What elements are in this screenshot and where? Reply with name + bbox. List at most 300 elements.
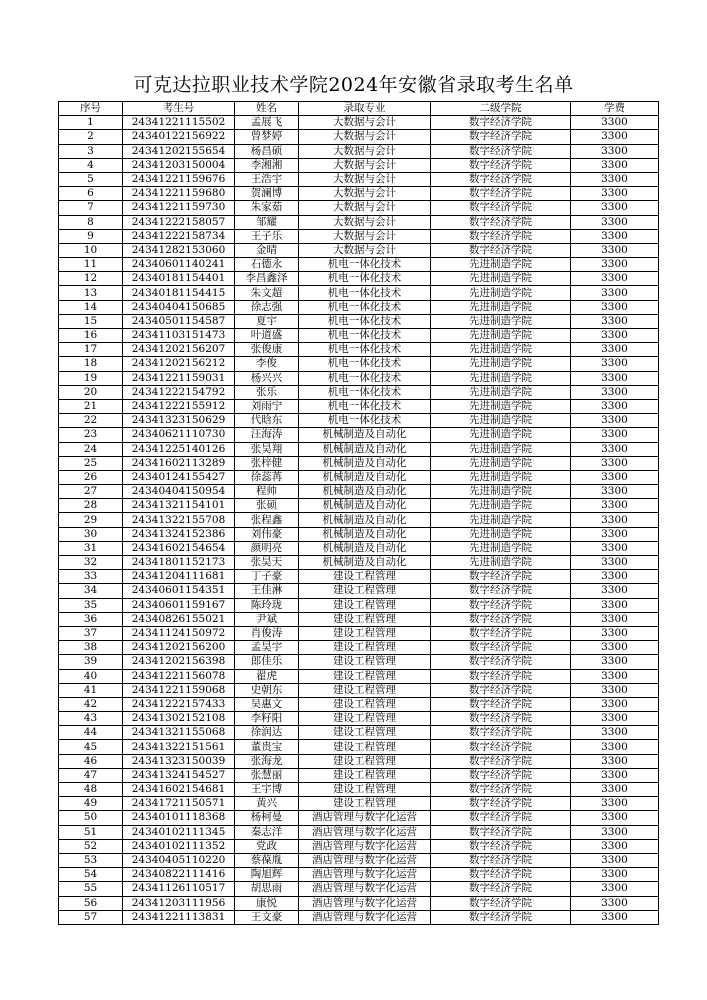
table-row	[59, 201, 659, 215]
cell-college: 先进制造学院	[431, 343, 571, 357]
cell-serial-number: 13	[59, 286, 123, 300]
cell-tuition: 3300	[571, 797, 659, 811]
table-row	[59, 783, 659, 797]
cell-candidate-id: 24341302152108	[123, 712, 235, 726]
cell-candidate-id: 24341126110517	[123, 882, 235, 896]
cell-major: 机械制造及自动化	[299, 556, 431, 570]
table-row	[59, 825, 659, 839]
cell-candidate-id: 24341221159730	[123, 201, 235, 215]
cell-serial-number: 53	[59, 853, 123, 867]
cell-college: 先进制造学院	[431, 527, 571, 541]
cell-major: 机电一体化技术	[299, 286, 431, 300]
table-row	[59, 300, 659, 314]
cell-college: 数字经济学院	[431, 570, 571, 584]
cell-name: 王宇博	[235, 783, 299, 797]
cell-college: 数字经济学院	[431, 712, 571, 726]
cell-major: 机电一体化技术	[299, 300, 431, 314]
cell-major: 大数据与会计	[299, 116, 431, 130]
table-row	[59, 286, 659, 300]
cell-major: 大数据与会计	[299, 187, 431, 201]
cell-serial-number: 43	[59, 712, 123, 726]
cell-name: 李湘湘	[235, 158, 299, 172]
table-row	[59, 385, 659, 399]
cell-major: 机械制造及自动化	[299, 470, 431, 484]
cell-candidate-id: 24341103151473	[123, 329, 235, 343]
cell-tuition: 3300	[571, 499, 659, 513]
cell-tuition: 3300	[571, 399, 659, 413]
cell-college: 数字经济学院	[431, 116, 571, 130]
cell-college: 先进制造学院	[431, 456, 571, 470]
cell-candidate-id: 24341322155708	[123, 513, 235, 527]
cell-college: 数字经济学院	[431, 215, 571, 229]
cell-college: 数字经济学院	[431, 754, 571, 768]
cell-candidate-id: 24341222158734	[123, 229, 235, 243]
cell-name: 董贵宝	[235, 740, 299, 754]
table-row	[59, 768, 659, 782]
cell-major: 建设工程管理	[299, 612, 431, 626]
cell-major: 机械制造及自动化	[299, 513, 431, 527]
cell-major: 机电一体化技术	[299, 343, 431, 357]
cell-college: 数字经济学院	[431, 896, 571, 910]
cell-college: 先进制造学院	[431, 286, 571, 300]
cell-serial-number: 52	[59, 839, 123, 853]
cell-college: 数字经济学院	[431, 626, 571, 640]
cell-major: 大数据与会计	[299, 201, 431, 215]
cell-major: 建设工程管理	[299, 570, 431, 584]
cell-tuition: 3300	[571, 726, 659, 740]
cell-college: 数字经济学院	[431, 783, 571, 797]
cell-serial-number: 10	[59, 243, 123, 257]
cell-tuition: 3300	[571, 385, 659, 399]
cell-name: 党政	[235, 839, 299, 853]
cell-tuition: 3300	[571, 201, 659, 215]
table-row	[59, 456, 659, 470]
table-row	[59, 513, 659, 527]
cell-name: 张俊康	[235, 343, 299, 357]
cell-serial-number: 15	[59, 314, 123, 328]
cell-serial-number: 32	[59, 556, 123, 570]
table-row	[59, 726, 659, 740]
cell-serial-number: 17	[59, 343, 123, 357]
cell-name: 刘雨宁	[235, 399, 299, 413]
cell-major: 建设工程管理	[299, 797, 431, 811]
cell-candidate-id: 24341721150571	[123, 797, 235, 811]
cell-name: 秦志洋	[235, 825, 299, 839]
cell-serial-number: 48	[59, 783, 123, 797]
cell-college: 数字经济学院	[431, 768, 571, 782]
cell-name: 王佳淋	[235, 584, 299, 598]
cell-serial-number: 16	[59, 329, 123, 343]
cell-major: 大数据与会计	[299, 130, 431, 144]
cell-candidate-id: 24341323150039	[123, 754, 235, 768]
table-row	[59, 882, 659, 896]
cell-college: 数字经济学院	[431, 868, 571, 882]
cell-candidate-id: 24341204111681	[123, 570, 235, 584]
cell-serial-number: 12	[59, 272, 123, 286]
table-row	[59, 655, 659, 669]
cell-candidate-id: 24341321155068	[123, 726, 235, 740]
cell-serial-number: 25	[59, 456, 123, 470]
cell-name: 徐蕊苒	[235, 470, 299, 484]
cell-serial-number: 57	[59, 910, 123, 924]
cell-name: 代晗东	[235, 414, 299, 428]
cell-serial-number: 36	[59, 612, 123, 626]
cell-college: 先进制造学院	[431, 499, 571, 513]
cell-serial-number: 14	[59, 300, 123, 314]
cell-candidate-id: 24341222154792	[123, 385, 235, 399]
cell-college: 先进制造学院	[431, 357, 571, 371]
cell-serial-number: 31	[59, 541, 123, 555]
table-row	[59, 683, 659, 697]
cell-college: 先进制造学院	[431, 541, 571, 555]
cell-college: 数字经济学院	[431, 598, 571, 612]
table-row	[59, 754, 659, 768]
cell-tuition: 3300	[571, 130, 659, 144]
cell-major: 机械制造及自动化	[299, 456, 431, 470]
cell-candidate-id: 24341221159680	[123, 187, 235, 201]
table-row	[59, 556, 659, 570]
cell-candidate-id: 24341221115502	[123, 116, 235, 130]
cell-tuition: 3300	[571, 116, 659, 130]
cell-name: 杨柯曼	[235, 811, 299, 825]
cell-college: 数字经济学院	[431, 910, 571, 924]
cell-serial-number: 7	[59, 201, 123, 215]
cell-major: 大数据与会计	[299, 172, 431, 186]
cell-major: 酒店管理与数字化运营	[299, 910, 431, 924]
cell-serial-number: 50	[59, 811, 123, 825]
cell-name: 王子乐	[235, 229, 299, 243]
table-row	[59, 215, 659, 229]
cell-tuition: 3300	[571, 825, 659, 839]
cell-college: 数字经济学院	[431, 584, 571, 598]
table-row	[59, 158, 659, 172]
cell-candidate-id: 24340601159167	[123, 598, 235, 612]
table-row	[59, 811, 659, 825]
cell-major: 大数据与会计	[299, 144, 431, 158]
cell-candidate-id: 24341324154527	[123, 768, 235, 782]
cell-college: 先进制造学院	[431, 470, 571, 484]
cell-tuition: 3300	[571, 584, 659, 598]
table-row	[59, 399, 659, 413]
cell-serial-number: 46	[59, 754, 123, 768]
cell-major: 大数据与会计	[299, 229, 431, 243]
cell-candidate-id: 24341602154681	[123, 783, 235, 797]
cell-name: 程帅	[235, 485, 299, 499]
table-row	[59, 329, 659, 343]
cell-candidate-id: 24340122156922	[123, 130, 235, 144]
cell-college: 数字经济学院	[431, 726, 571, 740]
cell-name: 朱文超	[235, 286, 299, 300]
table-row	[59, 485, 659, 499]
cell-tuition: 3300	[571, 740, 659, 754]
cell-serial-number: 37	[59, 626, 123, 640]
cell-serial-number: 35	[59, 598, 123, 612]
cell-name: 孟昊宇	[235, 641, 299, 655]
cell-serial-number: 4	[59, 158, 123, 172]
cell-tuition: 3300	[571, 598, 659, 612]
cell-candidate-id: 24341602113289	[123, 456, 235, 470]
cell-serial-number: 8	[59, 215, 123, 229]
table-row	[59, 896, 659, 910]
cell-major: 机电一体化技术	[299, 385, 431, 399]
table-row	[59, 272, 659, 286]
header-tuition: 学费	[571, 102, 659, 116]
cell-college: 数字经济学院	[431, 612, 571, 626]
cell-college: 数字经济学院	[431, 187, 571, 201]
cell-college: 数字经济学院	[431, 201, 571, 215]
cell-name: 张慧丽	[235, 768, 299, 782]
cell-major: 建设工程管理	[299, 768, 431, 782]
cell-major: 建设工程管理	[299, 626, 431, 640]
cell-tuition: 3300	[571, 910, 659, 924]
cell-candidate-id: 24341202155654	[123, 144, 235, 158]
cell-candidate-id: 24340181154415	[123, 286, 235, 300]
cell-college: 数字经济学院	[431, 882, 571, 896]
cell-college: 数字经济学院	[431, 839, 571, 853]
cell-college: 先进制造学院	[431, 329, 571, 343]
cell-serial-number: 55	[59, 882, 123, 896]
cell-name: 胡思雨	[235, 882, 299, 896]
cell-tuition: 3300	[571, 485, 659, 499]
cell-major: 机电一体化技术	[299, 357, 431, 371]
cell-tuition: 3300	[571, 541, 659, 555]
cell-serial-number: 21	[59, 399, 123, 413]
cell-major: 建设工程管理	[299, 669, 431, 683]
cell-college: 数字经济学院	[431, 683, 571, 697]
cell-tuition: 3300	[571, 158, 659, 172]
cell-candidate-id: 24341202156212	[123, 357, 235, 371]
cell-candidate-id: 24341221159068	[123, 683, 235, 697]
cell-name: 李俊	[235, 357, 299, 371]
cell-name: 王文豪	[235, 910, 299, 924]
cell-candidate-id: 24340822111416	[123, 868, 235, 882]
cell-serial-number: 38	[59, 641, 123, 655]
cell-college: 数字经济学院	[431, 811, 571, 825]
cell-tuition: 3300	[571, 853, 659, 867]
table-row	[59, 712, 659, 726]
cell-serial-number: 54	[59, 868, 123, 882]
cell-name: 郎佳乐	[235, 655, 299, 669]
cell-name: 史朝东	[235, 683, 299, 697]
cell-tuition: 3300	[571, 286, 659, 300]
header-candidate-id: 考生号	[123, 102, 235, 116]
cell-candidate-id: 24340102111345	[123, 825, 235, 839]
table-row	[59, 187, 659, 201]
cell-candidate-id: 24340601154351	[123, 584, 235, 598]
cell-name: 丁子豪	[235, 570, 299, 584]
cell-college: 数字经济学院	[431, 172, 571, 186]
cell-serial-number: 33	[59, 570, 123, 584]
cell-serial-number: 18	[59, 357, 123, 371]
cell-college: 先进制造学院	[431, 442, 571, 456]
cell-major: 酒店管理与数字化运营	[299, 868, 431, 882]
table-row	[59, 499, 659, 513]
table-row	[59, 598, 659, 612]
cell-candidate-id: 24341203150004	[123, 158, 235, 172]
cell-college: 先进制造学院	[431, 272, 571, 286]
cell-candidate-id: 24340826155021	[123, 612, 235, 626]
cell-tuition: 3300	[571, 357, 659, 371]
cell-serial-number: 26	[59, 470, 123, 484]
cell-college: 先进制造学院	[431, 258, 571, 272]
cell-college: 数字经济学院	[431, 144, 571, 158]
cell-college: 数字经济学院	[431, 797, 571, 811]
cell-serial-number: 39	[59, 655, 123, 669]
cell-tuition: 3300	[571, 187, 659, 201]
cell-serial-number: 20	[59, 385, 123, 399]
cell-major: 机械制造及自动化	[299, 527, 431, 541]
cell-major: 建设工程管理	[299, 655, 431, 669]
cell-serial-number: 9	[59, 229, 123, 243]
page-title: 可克达拉职业技术学院2024年安徽省录取考生名单	[133, 74, 574, 96]
cell-major: 酒店管理与数字化运营	[299, 896, 431, 910]
cell-major: 机电一体化技术	[299, 314, 431, 328]
cell-tuition: 3300	[571, 669, 659, 683]
cell-major: 机电一体化技术	[299, 414, 431, 428]
cell-serial-number: 42	[59, 697, 123, 711]
cell-serial-number: 24	[59, 442, 123, 456]
cell-serial-number: 44	[59, 726, 123, 740]
cell-name: 李昌鑫泽	[235, 272, 299, 286]
cell-serial-number: 56	[59, 896, 123, 910]
cell-tuition: 3300	[571, 144, 659, 158]
cell-name: 蔡葆胤	[235, 853, 299, 867]
cell-tuition: 3300	[571, 754, 659, 768]
cell-candidate-id: 24340621110730	[123, 428, 235, 442]
cell-serial-number: 49	[59, 797, 123, 811]
cell-major: 建设工程管理	[299, 740, 431, 754]
cell-serial-number: 3	[59, 144, 123, 158]
cell-college: 先进制造学院	[431, 300, 571, 314]
cell-candidate-id: 24340405110220	[123, 853, 235, 867]
cell-name: 石德永	[235, 258, 299, 272]
cell-name: 刘伟豪	[235, 527, 299, 541]
cell-candidate-id: 24341801152173	[123, 556, 235, 570]
cell-candidate-id: 24341602154654	[123, 541, 235, 555]
cell-serial-number: 28	[59, 499, 123, 513]
cell-serial-number: 29	[59, 513, 123, 527]
cell-name: 徐志强	[235, 300, 299, 314]
cell-college: 数字经济学院	[431, 669, 571, 683]
table-row	[59, 839, 659, 853]
cell-tuition: 3300	[571, 697, 659, 711]
cell-tuition: 3300	[571, 229, 659, 243]
cell-name: 金晴	[235, 243, 299, 257]
cell-tuition: 3300	[571, 783, 659, 797]
table-row	[59, 541, 659, 555]
cell-major: 建设工程管理	[299, 726, 431, 740]
table-row	[59, 258, 659, 272]
cell-name: 张梓健	[235, 456, 299, 470]
table-row	[59, 116, 659, 130]
cell-major: 建设工程管理	[299, 584, 431, 598]
cell-candidate-id: 24341221159676	[123, 172, 235, 186]
cell-major: 机械制造及自动化	[299, 442, 431, 456]
cell-candidate-id: 24340101118368	[123, 811, 235, 825]
cell-college: 数字经济学院	[431, 130, 571, 144]
table-row	[59, 853, 659, 867]
table-row	[59, 343, 659, 357]
table-row	[59, 371, 659, 385]
cell-name: 杨昌硕	[235, 144, 299, 158]
cell-candidate-id: 24341282153060	[123, 243, 235, 257]
cell-name: 颜明亮	[235, 541, 299, 555]
cell-candidate-id: 24341202156200	[123, 641, 235, 655]
cell-name: 肖俊涛	[235, 626, 299, 640]
cell-tuition: 3300	[571, 712, 659, 726]
cell-tuition: 3300	[571, 414, 659, 428]
cell-college: 先进制造学院	[431, 399, 571, 413]
header-major: 录取专业	[299, 102, 431, 116]
cell-major: 机电一体化技术	[299, 272, 431, 286]
cell-college: 数字经济学院	[431, 229, 571, 243]
cell-name: 夏宇	[235, 314, 299, 328]
cell-name: 张海龙	[235, 754, 299, 768]
cell-major: 建设工程管理	[299, 697, 431, 711]
cell-serial-number: 47	[59, 768, 123, 782]
cell-major: 建设工程管理	[299, 598, 431, 612]
cell-tuition: 3300	[571, 655, 659, 669]
cell-major: 酒店管理与数字化运营	[299, 811, 431, 825]
cell-serial-number: 22	[59, 414, 123, 428]
cell-candidate-id: 24341321154101	[123, 499, 235, 513]
cell-major: 酒店管理与数字化运营	[299, 825, 431, 839]
table-row	[59, 527, 659, 541]
cell-tuition: 3300	[571, 896, 659, 910]
cell-tuition: 3300	[571, 428, 659, 442]
header-serial-number: 序号	[59, 102, 123, 116]
cell-name: 黄兴	[235, 797, 299, 811]
cell-major: 机械制造及自动化	[299, 485, 431, 499]
cell-name: 杨兴兴	[235, 371, 299, 385]
cell-serial-number: 27	[59, 485, 123, 499]
cell-candidate-id: 24341225140126	[123, 442, 235, 456]
cell-tuition: 3300	[571, 527, 659, 541]
cell-serial-number: 34	[59, 584, 123, 598]
cell-college: 先进制造学院	[431, 485, 571, 499]
cell-serial-number: 2	[59, 130, 123, 144]
cell-candidate-id: 24340404150954	[123, 485, 235, 499]
cell-college: 数字经济学院	[431, 825, 571, 839]
cell-candidate-id: 24341124150972	[123, 626, 235, 640]
cell-name: 王浩宇	[235, 172, 299, 186]
cell-tuition: 3300	[571, 314, 659, 328]
cell-major: 机电一体化技术	[299, 399, 431, 413]
cell-serial-number: 6	[59, 187, 123, 201]
header-college: 二级学院	[431, 102, 571, 116]
cell-tuition: 3300	[571, 839, 659, 853]
cell-candidate-id: 24341202156398	[123, 655, 235, 669]
cell-tuition: 3300	[571, 243, 659, 257]
cell-major: 建设工程管理	[299, 683, 431, 697]
cell-major: 酒店管理与数字化运营	[299, 839, 431, 853]
cell-name: 徐润达	[235, 726, 299, 740]
cell-college: 数字经济学院	[431, 243, 571, 257]
cell-serial-number: 19	[59, 371, 123, 385]
cell-name: 尹斌	[235, 612, 299, 626]
cell-candidate-id: 24340404150685	[123, 300, 235, 314]
cell-college: 数字经济学院	[431, 641, 571, 655]
cell-major: 机电一体化技术	[299, 371, 431, 385]
cell-major: 大数据与会计	[299, 243, 431, 257]
cell-candidate-id: 24341222155912	[123, 399, 235, 413]
cell-name: 张硕	[235, 499, 299, 513]
cell-tuition: 3300	[571, 300, 659, 314]
cell-tuition: 3300	[571, 371, 659, 385]
cell-serial-number: 41	[59, 683, 123, 697]
cell-tuition: 3300	[571, 513, 659, 527]
cell-name: 陈玲珑	[235, 598, 299, 612]
